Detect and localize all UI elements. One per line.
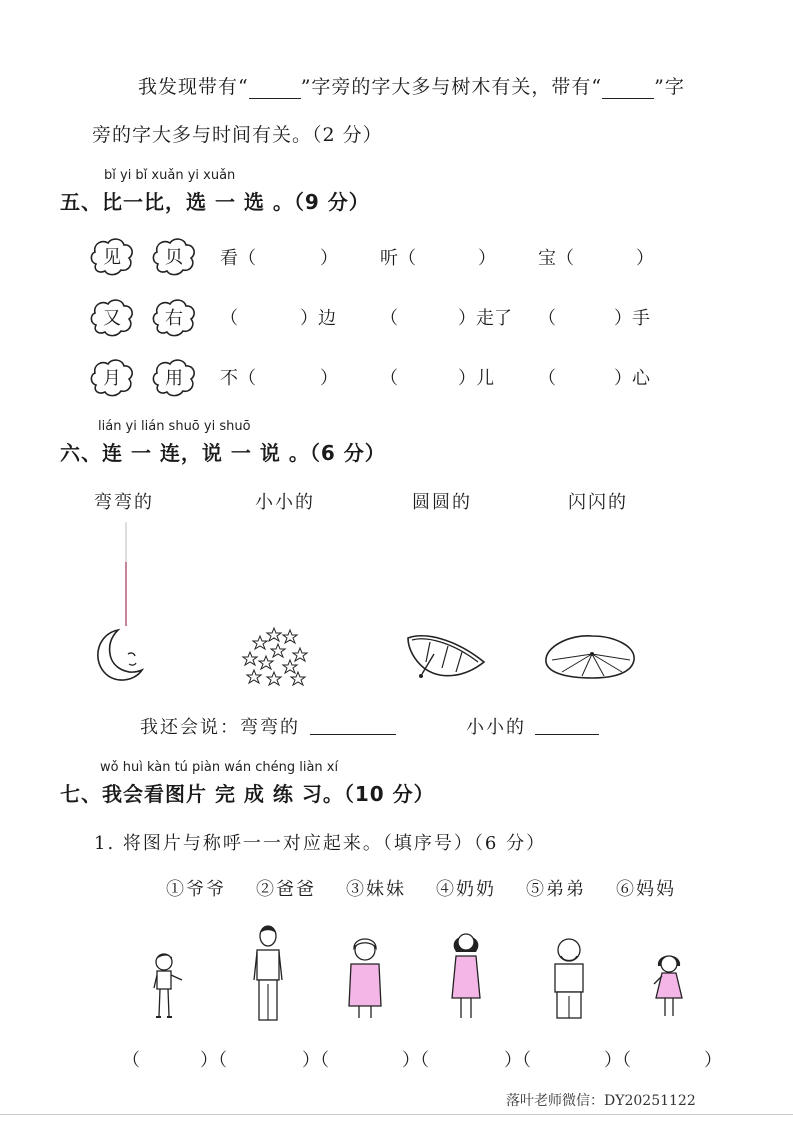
also-say-label-2: 小小的 xyxy=(466,717,526,738)
also-say-blank-1[interactable] xyxy=(310,734,396,735)
figure-grandma-image[interactable] xyxy=(344,936,386,1022)
cloud-char-jian xyxy=(88,234,136,282)
moon-image[interactable] xyxy=(88,624,152,688)
r3-item1-open[interactable]: 不（ xyxy=(220,368,256,389)
intro-text-3: ”字 xyxy=(654,76,685,98)
r2-item1-close: ）边 xyxy=(300,308,336,329)
char-yong: 用 xyxy=(165,368,183,389)
intro-line-1 xyxy=(138,72,685,99)
footer-contact: 落叶老师微信：DY20251122 xyxy=(506,1093,696,1109)
blank-radical-2[interactable] xyxy=(602,78,654,99)
section6-pinyin: lián yi lián shuō yi shuō xyxy=(98,419,251,434)
r3-item1-close: ） xyxy=(320,368,338,389)
intro-text-1: 我发现带有“ xyxy=(138,76,249,98)
word-yuanyuan[interactable]: 圆圆的 xyxy=(412,492,472,513)
cloud-char-yong xyxy=(150,355,198,403)
cloud-char-bei xyxy=(150,234,198,282)
r1-item2-close: ） xyxy=(478,248,496,269)
answer-slot-1-open[interactable]: （ xyxy=(122,1050,140,1071)
word-wanwan[interactable]: 弯弯的 xyxy=(94,492,154,513)
option-meimei: ③妹妹 xyxy=(346,879,406,900)
section5-pinyin: bǐ yi bǐ xuǎn yi xuǎn xyxy=(104,168,236,183)
r2-item2-close: ）走了 xyxy=(458,308,512,329)
section7-pinyin: wǒ huì kàn tú piàn wán chéng liàn xí xyxy=(100,760,339,775)
r1-item3-open[interactable]: 宝（ xyxy=(538,248,574,269)
figure-grandpa-image[interactable] xyxy=(546,934,592,1024)
answer-slot-4-open[interactable]: ）（ xyxy=(402,1050,429,1071)
r2-item2-open[interactable]: （ xyxy=(380,308,398,329)
option-yeye: ①爷爷 xyxy=(166,879,226,900)
word-shanshan[interactable]: 闪闪的 xyxy=(568,492,628,513)
option-mama: ⑥妈妈 xyxy=(616,879,676,900)
r2-item3-close: ）手 xyxy=(614,308,650,329)
also-say-label: 我还会说：弯弯的 xyxy=(140,717,300,738)
section7-title: 七、我会看图片 完 成 练 习。（10 分） xyxy=(60,782,435,806)
r3-item2-close: ）儿 xyxy=(458,368,494,389)
r2-item1-open[interactable]: （ xyxy=(220,308,238,329)
char-you: 又 xyxy=(103,308,121,329)
section5-title: 五、比一比，选 一 选 。（9 分） xyxy=(60,190,370,214)
figure-father-image[interactable] xyxy=(248,922,288,1026)
r3-item3-open[interactable]: （ xyxy=(538,368,556,389)
r1-item3-close: ） xyxy=(636,248,654,269)
r1-item2-open[interactable]: 听（ xyxy=(380,248,416,269)
intro-line-2: 旁的字大多与时间有关。（2 分） xyxy=(92,124,383,146)
char-bei: 贝 xyxy=(165,247,183,268)
figure-boy-image[interactable] xyxy=(146,950,194,1022)
blank-radical-1[interactable] xyxy=(249,78,301,99)
figure-girl-image[interactable] xyxy=(650,950,694,1022)
answer-slot-6-close: ） xyxy=(704,1050,722,1071)
option-nainai: ④奶奶 xyxy=(436,879,496,900)
char-you-right: 右 xyxy=(165,308,183,329)
cloud-char-you-right xyxy=(150,295,198,343)
r3-item3-close: ）心 xyxy=(614,368,650,389)
also-say-blank-2[interactable] xyxy=(535,734,599,735)
boat-image[interactable] xyxy=(404,628,488,684)
char-jian: 见 xyxy=(103,247,121,268)
r1-item1-close: ） xyxy=(320,248,338,269)
lotus-leaf-image[interactable] xyxy=(542,632,638,682)
task1-instruction: 1. 将图片与称呼一一对应起来。（填序号）（6 分） xyxy=(94,833,547,854)
intro-text-2: ”字旁的字大多与树木有关，带有“ xyxy=(300,76,603,98)
cloud-char-yue xyxy=(88,355,136,403)
footer-divider xyxy=(0,1114,793,1115)
r1-item1-open[interactable]: 看（ xyxy=(220,248,256,269)
answer-slot-3-open[interactable]: ）（ xyxy=(302,1050,329,1071)
r3-item2-open[interactable]: （ xyxy=(380,368,398,389)
connector-line xyxy=(120,522,132,628)
word-xiaoxiao[interactable]: 小小的 xyxy=(255,492,315,513)
char-yue: 月 xyxy=(103,368,121,389)
cloud-char-you xyxy=(88,295,136,343)
r2-item3-open[interactable]: （ xyxy=(538,308,556,329)
answer-slot-6-open[interactable]: ）（ xyxy=(604,1050,631,1071)
answer-slot-5-open[interactable]: ）（ xyxy=(504,1050,531,1071)
answer-slot-2-open[interactable]: ）（ xyxy=(200,1050,227,1071)
figure-mother-image[interactable] xyxy=(446,926,486,1022)
option-didi: ⑤弟弟 xyxy=(526,879,586,900)
option-baba: ②爸爸 xyxy=(256,879,316,900)
stars-image[interactable] xyxy=(240,626,312,690)
section6-title: 六、连 一 连，说 一 说 。（6 分） xyxy=(60,441,386,465)
